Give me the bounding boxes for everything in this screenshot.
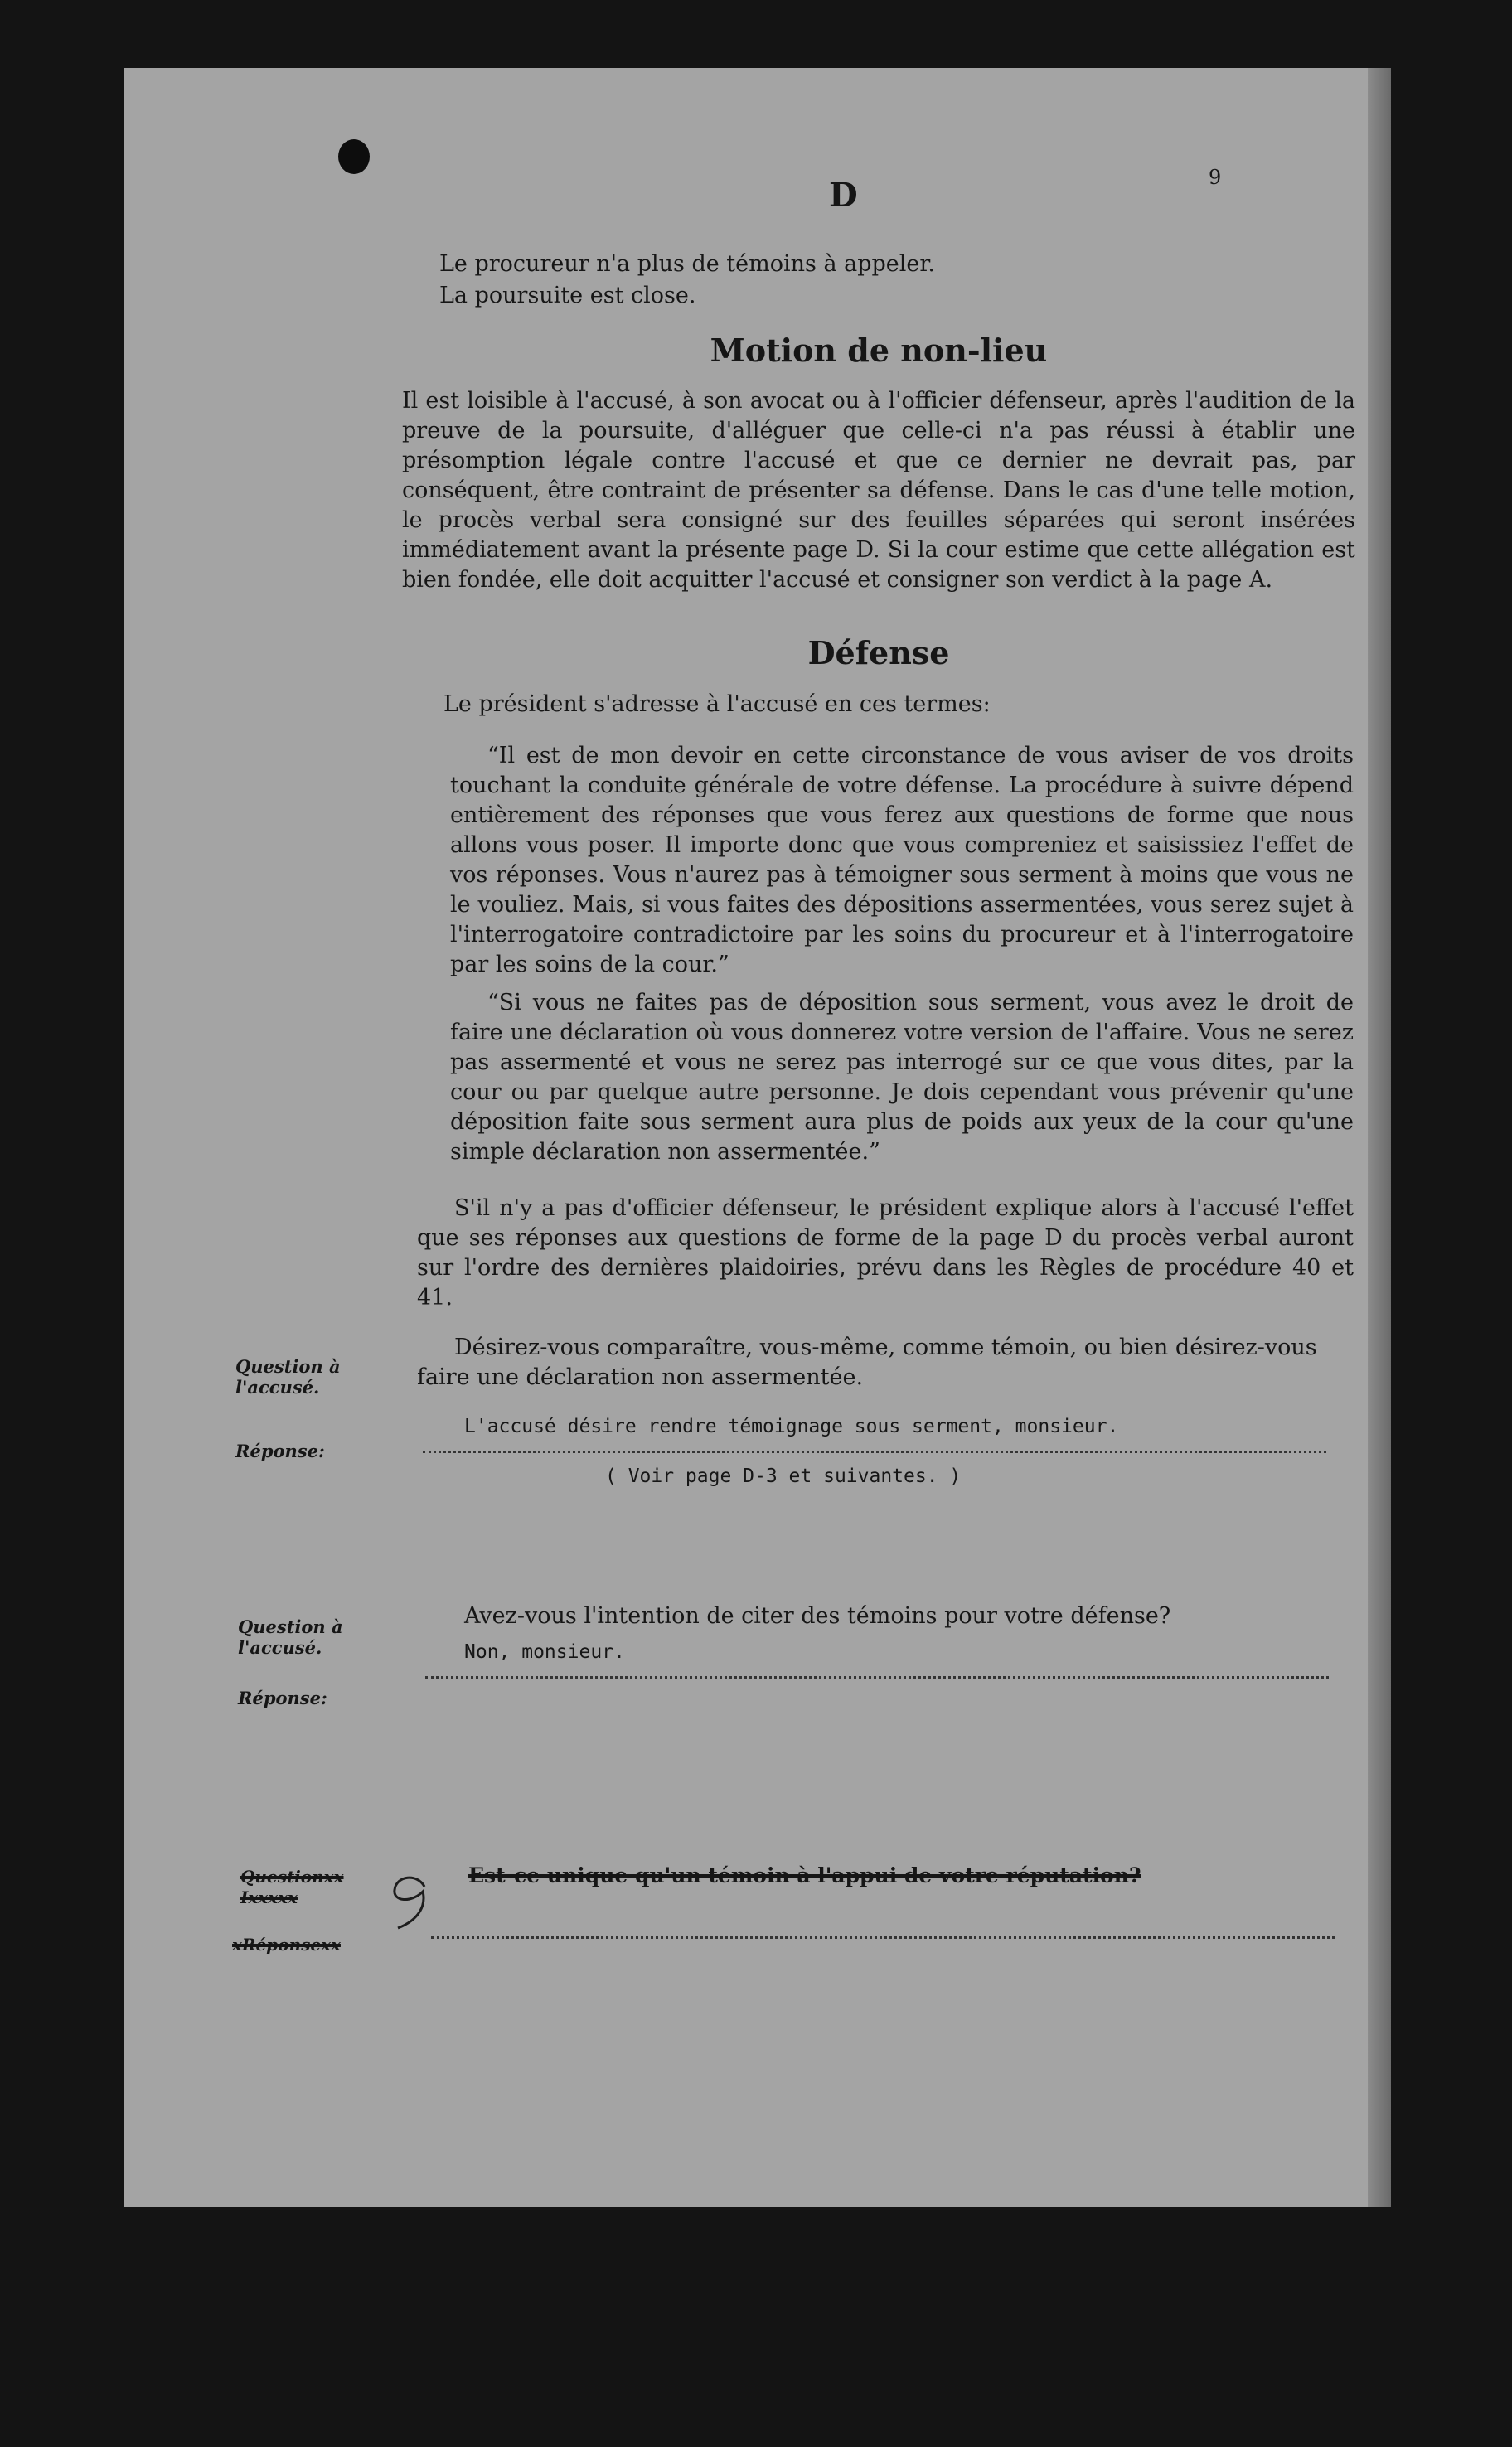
question-1-label [235,1356,341,1398]
response-2-dotted-line [425,1676,1329,1679]
question-1-label-line-1: Question à [235,1356,341,1377]
motion-heading: Motion de non-lieu [710,332,1048,369]
question-3-label-line-1: Questionxx [240,1867,344,1887]
response-3-dotted-line [431,1936,1335,1939]
question-3-text-struck: Est-ce unique qu'un témoin à l'appui de votre réputation? [468,1863,1141,1887]
question-1-text: Désirez-vous comparaître, vous-même, comme témoin, ou bien désirez-vous faire une déclaration non assermentée. [417,1335,1317,1390]
question-2-text: Avez-vous l'intention de citer des témoins pour votre défense? [464,1603,1171,1629]
document-page [124,68,1391,2207]
page-letter: D [829,176,858,215]
defense-intro: Le président s'adresse à l'accusé en ces termes: [443,691,991,717]
question-2-label-line-1: Question à [238,1616,343,1637]
intro-line-2: La poursuite est close. [439,283,696,308]
page-number: 9 [1209,166,1222,189]
question-2-label [238,1616,343,1658]
response-1-answer: L'accusé désire rendre témoignage sous serment, monsieur. [464,1416,1119,1437]
intro-line-1: Le procureur n'a plus de témoins à appeler. [439,251,935,277]
intro-block [439,249,935,312]
response-1-label: Réponse: [235,1441,325,1461]
response-1-note: ( Voir page D-3 et suivantes. ) [605,1466,962,1487]
defense-paragraph-1: “Il est de mon devoir en cette circonstance de vous aviser de vos droits touchant la conduite générale de votre défense. La procédure à suivre dépend entièrement des réponses que vous ferez aux questions de forme que nous allons vous poser. Il importe donc que vous compreniez et saisissiez l'effet de vos réponses. Vous n'aurez pas à témoigner sous serment à moins que vous ne le vouliez. Mais, si vous faites des dépositions assermentées, vous serez sujet à l'interrogatoire contradictoire par les soins du procureur et à l'interrogatoire par les soins de la cour.” [450,743,1354,977]
question-3-label [240,1867,344,1908]
defense-heading: Défense [807,634,950,671]
handwritten-mark [381,1868,439,1935]
response-1-dotted-line [423,1451,1326,1453]
question-1-label-line-2: l'accusé. [235,1377,320,1398]
defense-paragraph-3: S'il n'y a pas d'officier défenseur, le président explique alors à l'accusé l'effet que ses réponses aux questions de forme de la page D du procès verbal auront sur l'ordre des dernières plaidoiries, prévu dans les Règles de procédure 40 et 41. [417,1195,1354,1311]
response-3-label: xRéponsexx [232,1935,341,1955]
punch-hole [338,139,370,174]
motion-paragraph: Il est loisible à l'accusé, à son avocat ou à l'officier défenseur, après l'audition de la preuve de la poursuite, d'alléguer que celle-ci n'a pas réussi à établir une présomption légale contre l'accusé et que ce dernier ne devrait pas, par conséquent, être contraint de présenter sa défense. Dans le cas d'une telle motion, le procès verbal sera consigné sur des feuilles séparées qui seront insérées immédiatement avant la présente page D. Si la cour estime que cette allégation est bien fondée, elle doit acquitter l'accusé et consigner son verdict à la page A. [402,388,1355,593]
page-edge-shadow [1368,68,1391,2207]
response-2-label: Réponse: [238,1688,327,1708]
response-2-answer: Non, monsieur. [464,1641,625,1663]
question-3-label-line-2: Ixxxxx [240,1887,298,1907]
question-2-label-line-2: l'accusé. [238,1637,322,1658]
defense-paragraph-2: “Si vous ne faites pas de déposition sous serment, vous avez le droit de faire une déclaration où vous donnerez votre version de l'affaire. Vous ne serez pas assermenté et vous ne serez pas interrogé sur ce que vous dites, par la cour ou par quelque autre personne. Je dois cependant vous prévenir qu'une déposition faite sous serment aura plus de poids aux yeux de la cour qu'une simple déclaration non assermentée.” [450,990,1354,1165]
